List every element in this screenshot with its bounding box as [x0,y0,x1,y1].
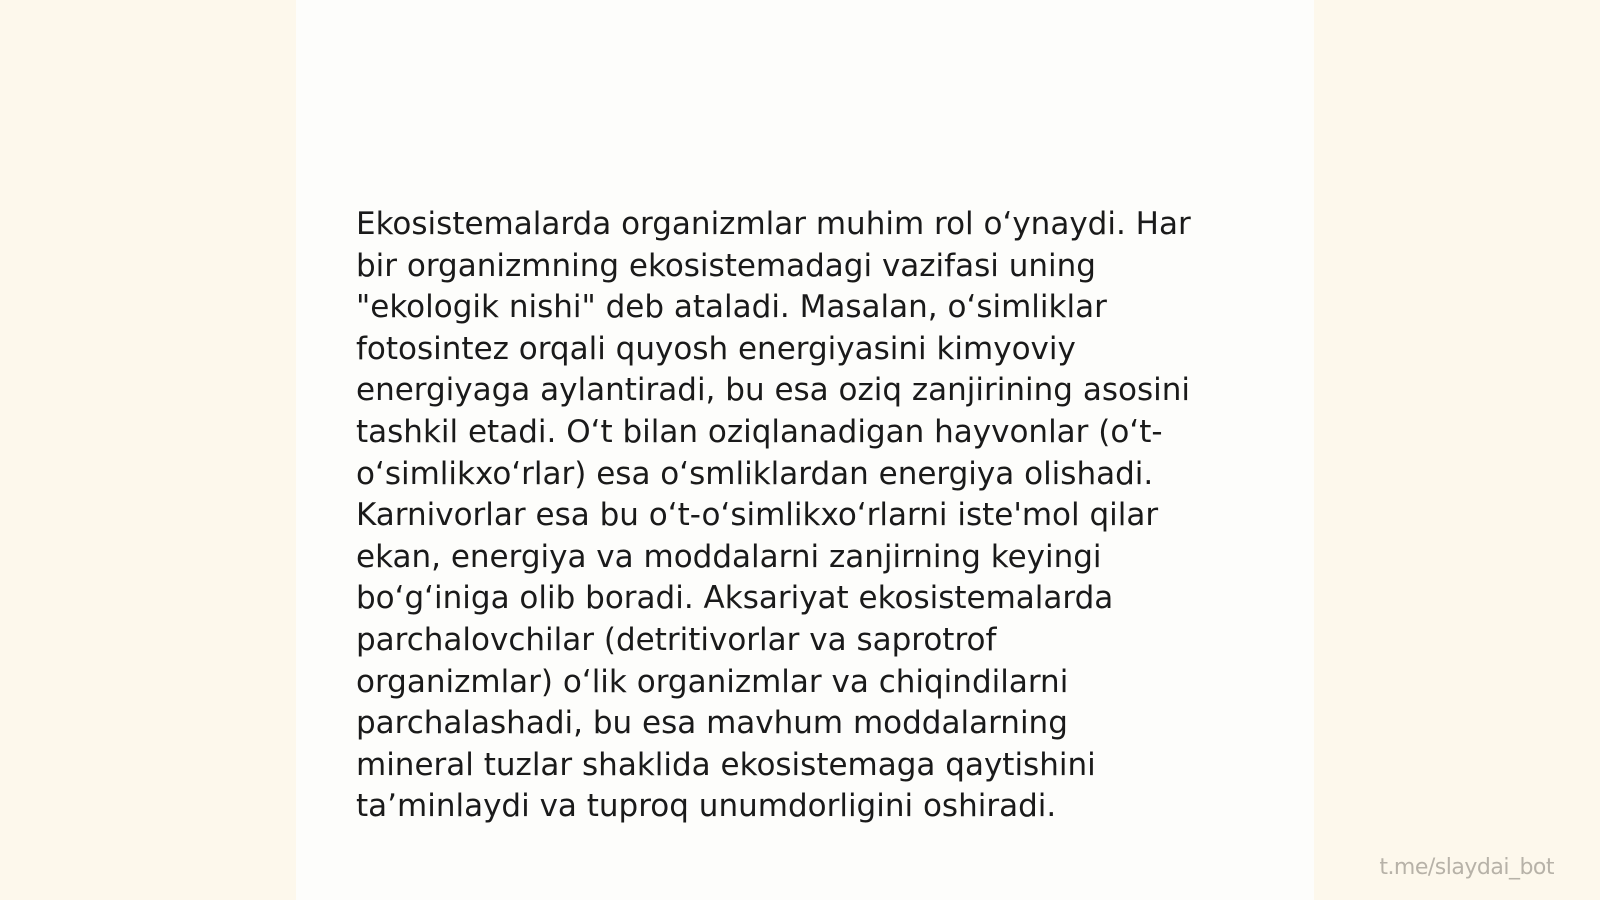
paragraph-line: fotosintez orqali quyosh energiyasini kimyoviy [356,330,1076,367]
paragraph-line: parchalovchilar (detritivorlar va saprotrof [356,621,997,658]
paragraph-line: energiyaga aylantiradi, bu esa oziq zanjirining asosini [356,372,1190,409]
paragraph-line: Ekosistemalarda organizmlar muhim rol oʻynaydi. Har [356,206,1191,242]
paragraph-line: mineral tuzlar shaklida ekosistemaga qaytishini [356,746,1096,783]
paragraph-line: bir organizmning ekosistemadagi vazifasi uning [356,247,1096,284]
paragraph-line: organizmlar) oʻlik organizmlar va chiqindilarni [356,663,1069,700]
slide-panel [296,0,1314,900]
paragraph-line: parchalashadi, bu esa mavhum moddalarning [356,705,1068,742]
paragraph-line: oʻsimlikxoʻrlar) esa oʻsmliklardan energiya olishadi. [356,455,1154,492]
paragraph-line: tashkil etadi. Oʻt bilan oziqlanadigan hayvonlar (oʻt- [356,413,1163,450]
paragraph-line: ekan, energiya va moddalarni zanjirning keyingi [356,538,1102,575]
paragraph-line: "ekologik nishi" deb ataladi. Masalan, oʻsimliklar [356,289,1107,326]
paragraph-line: boʻgʻiniga olib boradi. Aksariyat ekosistemalarda [356,580,1114,617]
slide-body-text [356,204,1256,828]
paragraph-line: Karnivorlar esa bu oʻt-oʻsimlikxoʻrlarni iste'mol qilar [356,497,1159,534]
watermark-link: t.me/slaydai_bot [1379,855,1554,880]
paragraph-line: ta’minlaydi va tuproq unumdorligini oshiradi. [356,788,1057,825]
